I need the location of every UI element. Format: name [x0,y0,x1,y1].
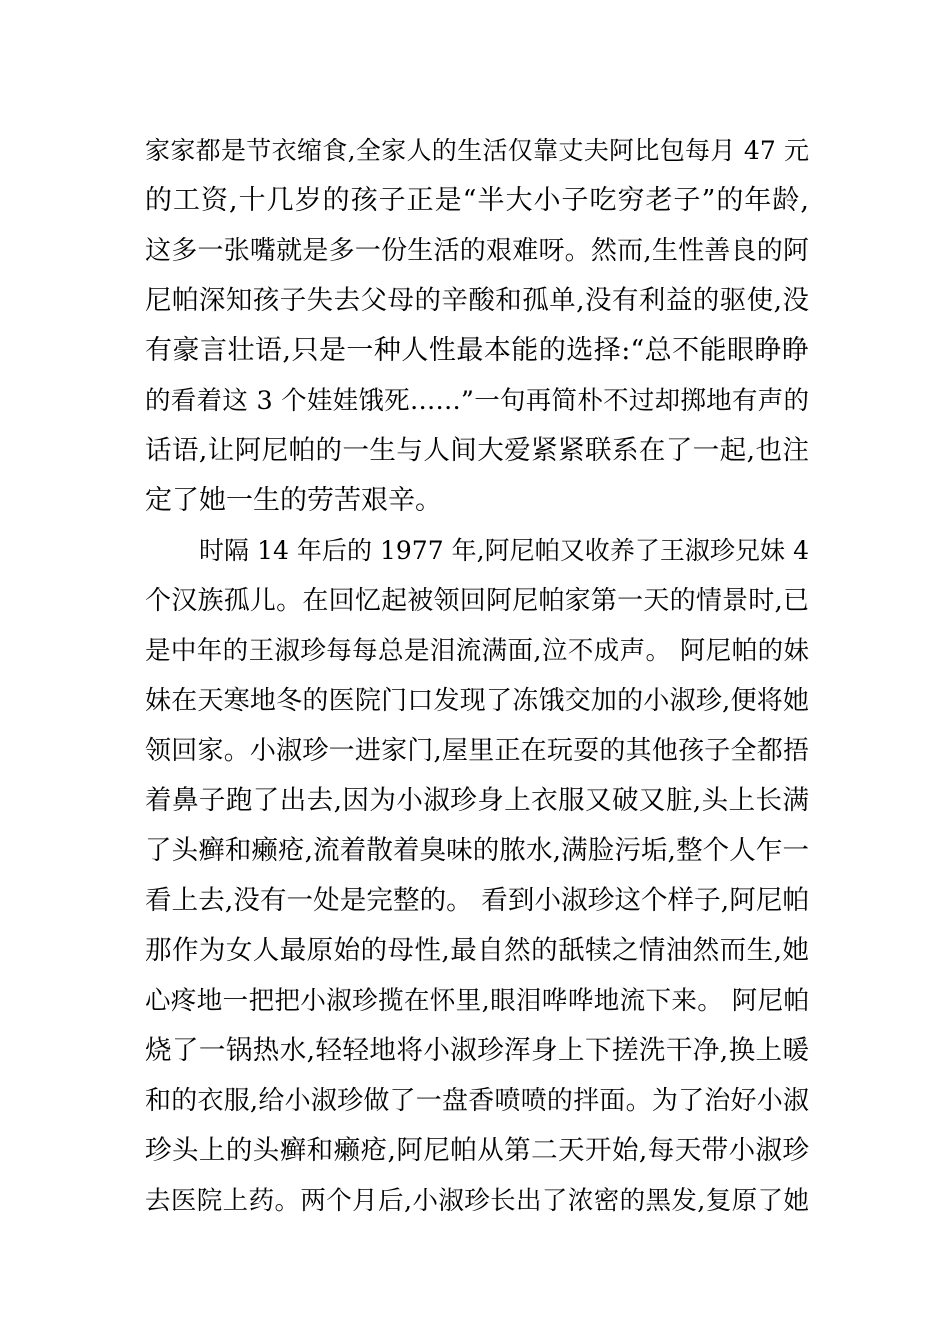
text-line-8: 定了她一生的劳苦艰辛。 [145,485,442,516]
text-line-4: 尼帕深知孩子失去父母的辛酸和孤单,没有利益的驱使,没 [145,285,809,316]
text-line-14: 着鼻子跑了出去,因为小淑珍身上衣服又破又脏,头上长满 [145,785,809,816]
text-line-5: 有豪言壮语,只是一种人性最本能的选择:“总不能眼睁睁 [145,335,809,366]
body-text [145,126,809,1226]
text-line-12: 妹在天寒地冬的医院门口发现了冻饿交加的小淑珍,便将她 [145,686,809,716]
text-line-11: 是中年的王淑珍每每总是泪流满面,泣不成声。 阿尼帕的妹 [145,636,809,666]
text-line-19: 烧了一锅热水,轻轻地将小淑珍浑身上下搓洗干净,换上暖 [145,1035,809,1066]
text-line-6: 的看着这 3 个娃娃饿死……”一句再简朴不过却掷地有声的 [145,386,809,416]
text-line-10: 个汉族孤儿。在回忆起被领回阿尼帕家第一天的情景时,已 [145,586,809,616]
text-line-21: 珍头上的头癣和癞疮,阿尼帕从第二天开始,每天带小淑珍 [145,1135,809,1166]
text-line-20: 和的衣服,给小淑珍做了一盘香喷喷的拌面。为了治好小淑 [145,1086,809,1116]
text-line-13: 领回家。小淑珍一进家门,屋里正在玩耍的其他孩子全都捂 [145,736,809,766]
text-line-15: 了头癣和癞疮,流着散着臭味的脓水,满脸污垢,整个人乍一 [145,835,809,866]
text-line-18: 心疼地一把把小淑珍揽在怀里,眼泪哗哗地流下来。 阿尼帕 [145,986,809,1016]
text-line-3: 这多一张嘴就是多一份生活的艰难呀。然而,生性善良的阿 [145,236,809,266]
text-line-2: 的工资,十几岁的孩子正是“半大小子吃穷老子”的年龄, [145,185,809,216]
text-line-16: 看上去,没有一处是完整的。 看到小淑珍这个样子,阿尼帕 [145,885,809,916]
text-line-9: 时隔 14 年后的 1977 年,阿尼帕又收养了王淑珍兄妹 4 [199,536,809,565]
text-line-17: 那作为女人最原始的母性,最自然的舐犊之情油然而生,她 [145,935,809,966]
text-line-7: 话语,让阿尼帕的一生与人间大爱紧紧联系在了一起,也注 [145,435,809,466]
text-line-22: 去医院上药。两个月后,小淑珍长出了浓密的黑发,复原了她 [145,1186,809,1216]
text-line-1: 家家都是节衣缩食,全家人的生活仅靠丈夫阿比包每月 47 元 [145,136,809,165]
